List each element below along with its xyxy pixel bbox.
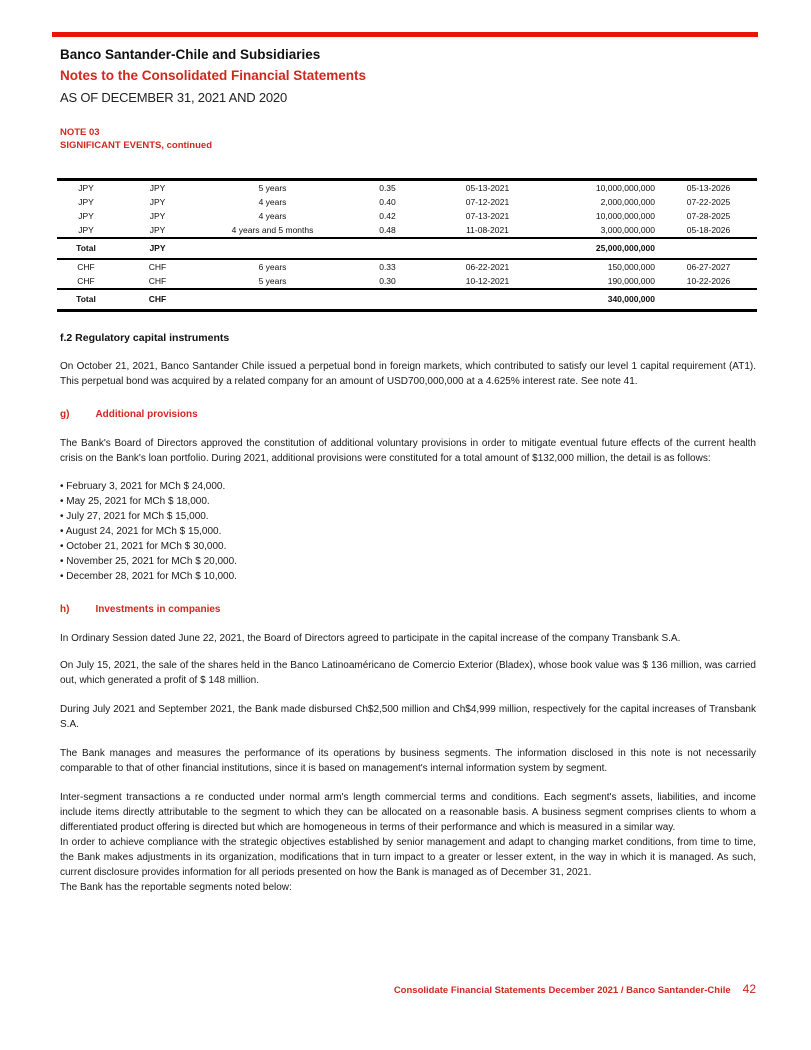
list-item: • February 3, 2021 for MCh $ 24,000.: [60, 481, 226, 492]
section-g-heading: [60, 408, 756, 422]
maturity-date-cell: 10-22-2026: [686, 275, 731, 286]
jpy-total-row: [57, 238, 757, 259]
term-cell: 5 years: [258, 182, 287, 193]
footer-title: Consolidate Financial Statements December 2021 / Banco Santander-Chile: [393, 985, 731, 996]
page-footer: [394, 982, 756, 996]
maturity-date-cell: 05-13-2026: [686, 182, 731, 193]
currency-cell: CHF: [77, 261, 95, 272]
document-page-content: [60, 46, 756, 895]
series-cell: CHF: [148, 261, 167, 272]
rate-cell: 0.33: [379, 261, 396, 272]
bond-issuance-table: [57, 178, 757, 312]
segments-paragraph-2: Inter-segment transactions a re conducted under normal arm's length commercial terms and conditions. Each segment's assets, liabilities, and income include items directly attributable to the segment to which they can be allocated on a reasonable basis. A business segment comprises clients to whom a differentiated product offering is directed but which are homogeneous in terms of their performance and which is measured in a similar way.: [60, 792, 756, 833]
section-h-label: h): [60, 604, 70, 615]
amount-cell: 2,000,000,000: [600, 196, 655, 207]
maturity-date-cell: 06-27-2027: [686, 261, 731, 272]
section-g-label: g): [60, 409, 70, 420]
segments-paragraph-3: In order to achieve compliance with the strategic objectives established by senior management and adapt to changing market conditions, from time to time, the Bank makes adjustments in its organization, modifications that in turn impact to a greater or lesser extent, in the way in which it is managed. As such, current disclosure provides information for all periods presented on how the Bank is managed as of December 31, 2021.: [60, 837, 756, 878]
amount-cell: 190,000,000: [607, 275, 655, 286]
total-currency: CHF: [115, 289, 200, 311]
section-h-heading: [60, 603, 756, 617]
company-title: Banco Santander-Chile and Subsidiaries: [60, 47, 321, 62]
section-h-paragraph-1: In Ordinary Session dated June 22, 2021, the Board of Directors agreed to participate in the capital increase of the company Transbank S.A.: [60, 633, 681, 644]
table-row-chf-2: [57, 274, 757, 289]
section-h-paragraph-3: During July 2021 and September 2021, the Bank made disbursed Ch$2,500 million and Ch$4,999 million, respectively for the capital increases of Transbank S.A.: [60, 704, 756, 730]
list-item: • May 25, 2021 for MCh $ 18,000.: [60, 496, 210, 507]
term-cell: 4 years: [258, 210, 287, 221]
amount-cell: 3,000,000,000: [600, 224, 655, 235]
series-cell: JPY: [149, 210, 166, 221]
section-h-paragraph-2: On July 15, 2021, the sale of the shares held in the Banco Latinoaméricano de Comercio Exterior (Bladex), whose book value was $ 136 million, was carried out, which generated a profit of $ 148 million.: [60, 660, 756, 686]
section-g-paragraph: The Bank's Board of Directors approved the constitution of additional voluntary provisions in order to mitigate eventual future effects of the current health crisis on the Bank's loan portfolio. During 2021, additional provisions were constituted for a total amount of $132,000 million, the detail is as follows:: [60, 438, 756, 464]
chf-total-row: [57, 289, 757, 311]
segments-paragraph-1: The Bank manages and measures the performance of its operations by business segments. The information disclosed in this note is not necessarily comparable to that of other financial institutions, since it is based on management's internal information system by segment.: [60, 748, 756, 774]
currency-cell: JPY: [78, 224, 94, 235]
note-title: SIGNIFICANT EVENTS, continued: [60, 140, 213, 151]
series-cell: JPY: [149, 196, 166, 207]
maturity-date-cell: 07-22-2025: [686, 196, 731, 207]
total-label: Total: [57, 238, 115, 259]
as-of-date-line: AS OF DECEMBER 31, 2021 AND 2020: [60, 90, 287, 105]
document-subtitle: Notes to the Consolidated Financial Statements: [60, 68, 367, 83]
list-item: • November 25, 2021 for MCh $ 20,000.: [60, 556, 237, 567]
segments-paragraph-block: [60, 790, 756, 895]
total-label: Total: [57, 289, 115, 311]
section-f2-paragraph: On October 21, 2021, Banco Santander Chile issued a perpetual bond in foreign markets, which contributed to satisfy our level 1 capital requirement (AT1). This perpetual bond was acquired by a related company for an amount of USD700,000,000 at a 4.625% interest rate. See note 41.: [60, 361, 756, 387]
currency-cell: JPY: [78, 196, 94, 207]
total-currency: JPY: [115, 238, 200, 259]
issue-date-cell: 11-08-2021: [466, 224, 509, 235]
term-cell: 4 years: [258, 196, 287, 207]
section-f2-heading: f.2 Regulatory capital instruments: [60, 332, 230, 344]
currency-cell: JPY: [78, 182, 94, 193]
rate-cell: 0.40: [379, 196, 396, 207]
rate-cell: 0.42: [379, 210, 396, 221]
series-cell: JPY: [149, 182, 166, 193]
table-row-jpy-4: [57, 223, 757, 238]
provision-bullet-list: [60, 479, 756, 584]
note-heading: [60, 126, 756, 152]
table-row-jpy-1: [57, 180, 757, 196]
maturity-date-cell: 07-28-2025: [686, 210, 731, 221]
total-amount: 25,000,000,000: [545, 238, 660, 259]
rate-cell: 0.30: [379, 275, 396, 286]
section-h-title: Investments in companies: [95, 604, 221, 615]
series-cell: CHF: [148, 275, 167, 286]
rate-cell: 0.35: [379, 182, 396, 193]
bond-table-container: [57, 178, 756, 312]
maturity-date-cell: 05-18-2026: [686, 224, 731, 235]
list-item: • October 21, 2021 for MCh $ 30,000.: [60, 541, 227, 552]
issue-date-cell: 10-12-2021: [465, 275, 510, 286]
currency-cell: JPY: [78, 210, 94, 221]
amount-cell: 150,000,000: [607, 261, 655, 272]
currency-cell: CHF: [77, 275, 95, 286]
amount-cell: 10,000,000,000: [595, 182, 655, 193]
issue-date-cell: 07-13-2021: [465, 210, 510, 221]
issue-date-cell: 05-13-2021: [465, 182, 510, 193]
note-number: NOTE 03: [60, 127, 100, 138]
series-cell: JPY: [149, 224, 166, 235]
table-row-chf-1: [57, 259, 757, 274]
segments-paragraph-4: The Bank has the reportable segments noted below:: [60, 882, 292, 893]
rate-cell: 0.48: [379, 224, 396, 235]
term-cell: 6 years: [258, 261, 287, 272]
list-item: • December 28, 2021 for MCh $ 10,000.: [60, 571, 237, 582]
table-row-jpy-3: [57, 209, 757, 223]
table-row-jpy-2: [57, 195, 757, 209]
term-cell: 4 years and 5 months: [231, 224, 314, 235]
amount-cell: 10,000,000,000: [595, 210, 655, 221]
total-amount: 340,000,000: [545, 289, 660, 311]
issue-date-cell: 07-12-2021: [465, 196, 510, 207]
red-divider-bar: [52, 32, 758, 37]
section-g-title: Additional provisions: [95, 409, 198, 420]
term-cell: 5 years: [258, 275, 287, 286]
issue-date-cell: 06-22-2021: [465, 261, 510, 272]
page-number: 42: [742, 982, 756, 996]
list-item: • August 24, 2021 for MCh $ 15,000.: [60, 526, 222, 537]
list-item: • July 27, 2021 for MCh $ 15,000.: [60, 511, 209, 522]
